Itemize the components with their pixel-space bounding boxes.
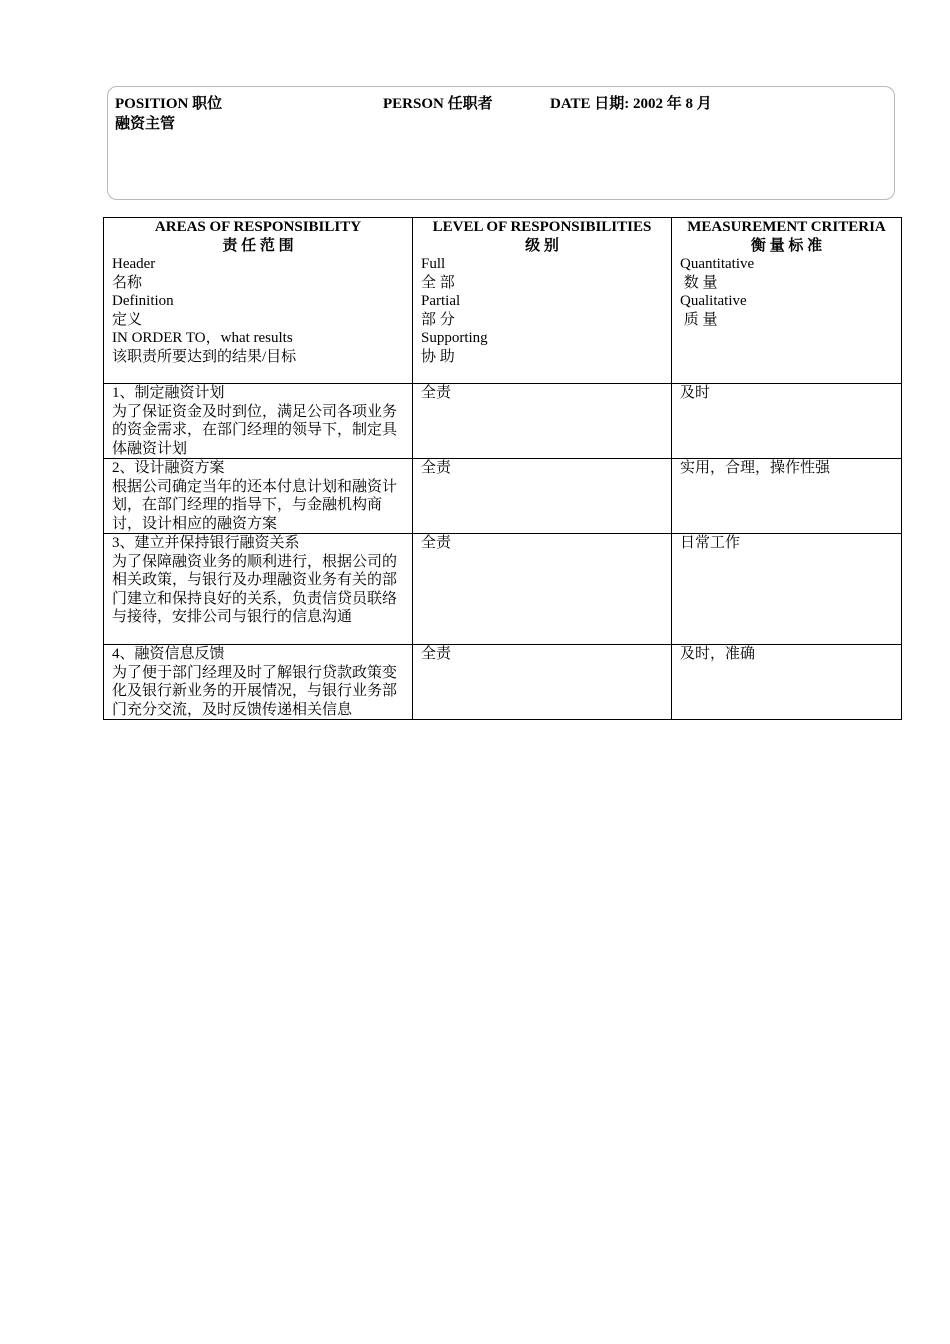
level-cell: 全责 [413, 384, 672, 459]
responsibility-title: 4、融资信息反馈 [112, 646, 225, 662]
responsibility-title: 3、建立并保持银行融资关系 [112, 535, 300, 551]
responsibility-desc: 为了保障融资业务的顺利进行，根据公司的相关政策，与银行及办理融资业务有关的部门建立和保持良好的关系，负责信贷员联络与接待，安排公司与银行的信息沟通 [112, 553, 398, 625]
position-value: 融资主管 [115, 116, 176, 132]
areas-title-cn: 责 任 范 围 [222, 237, 294, 254]
areas-title-en: AREAS OF RESPONSIBILITY [154, 219, 362, 235]
responsibility-cell [104, 384, 413, 459]
date-label: DATE 日期: 2002 年 8 月 [550, 96, 712, 112]
header-cell-criteria [672, 218, 902, 384]
criteria-line: 质 量 [680, 311, 718, 328]
person-label: PERSON 任职者 [383, 96, 493, 112]
level-line: Partial [421, 293, 461, 309]
level-line: Full [421, 256, 446, 272]
level-line: 部 分 [421, 311, 455, 328]
header-cell-level [413, 218, 672, 384]
responsibility-title: 2、设计融资方案 [112, 460, 225, 476]
table-row [104, 645, 902, 720]
criteria-cell: 日常工作 [672, 534, 902, 645]
level-title-en: LEVEL OF RESPONSIBILITIES [432, 219, 652, 235]
areas-line: IN ORDER TO，what results [112, 330, 293, 346]
areas-line: Header [112, 256, 156, 272]
criteria-cell: 及时，准确 [672, 645, 902, 720]
criteria-cell: 实用，合理，操作性强 [672, 459, 902, 534]
position-header-box [107, 86, 895, 200]
table-row [104, 459, 902, 534]
table-row [104, 534, 902, 645]
criteria-title-en: MEASUREMENT CRITERIA [687, 219, 886, 235]
level-line: Supporting [421, 330, 488, 346]
criteria-cell: 及时 [672, 384, 902, 459]
responsibility-cell [104, 645, 413, 720]
responsibility-cell [104, 459, 413, 534]
responsibility-title: 1、制定融资计划 [112, 385, 225, 401]
responsibility-cell [104, 534, 413, 645]
areas-line: 名称 [112, 274, 143, 291]
responsibility-desc: 根据公司确定当年的还本付息计划和融资计划，在部门经理的指导下，与金融机构商讨，设计相应的融资方案 [112, 478, 398, 532]
responsibility-table [103, 217, 902, 720]
areas-line: 定义 [112, 311, 143, 328]
responsibility-desc: 为了保证资金及时到位，满足公司各项业务的资金需求，在部门经理的领导下，制定具体融资计划 [112, 403, 398, 457]
criteria-title-cn: 衡 量 标 准 [750, 237, 823, 254]
position-label: POSITION 职位 [115, 96, 223, 112]
criteria-line: 数 量 [680, 274, 718, 291]
level-cell: 全责 [413, 534, 672, 645]
level-line: 全 部 [421, 274, 455, 291]
level-cell: 全责 [413, 645, 672, 720]
criteria-line: Quantitative [680, 256, 755, 272]
level-title-cn: 级 别 [525, 237, 559, 254]
header-cell-areas [104, 218, 413, 384]
table-header-row [104, 218, 902, 384]
areas-line: 该职责所要达到的结果/目标 [112, 348, 297, 365]
criteria-line: Qualitative [680, 293, 747, 309]
level-cell: 全责 [413, 459, 672, 534]
areas-line: Definition [112, 293, 174, 309]
table-row [104, 384, 902, 459]
responsibility-desc: 为了便于部门经理及时了解银行贷款政策变化及银行新业务的开展情况，与银行业务部门充分交流，及时反馈传递相关信息 [112, 664, 398, 718]
level-line: 协 助 [421, 348, 455, 365]
